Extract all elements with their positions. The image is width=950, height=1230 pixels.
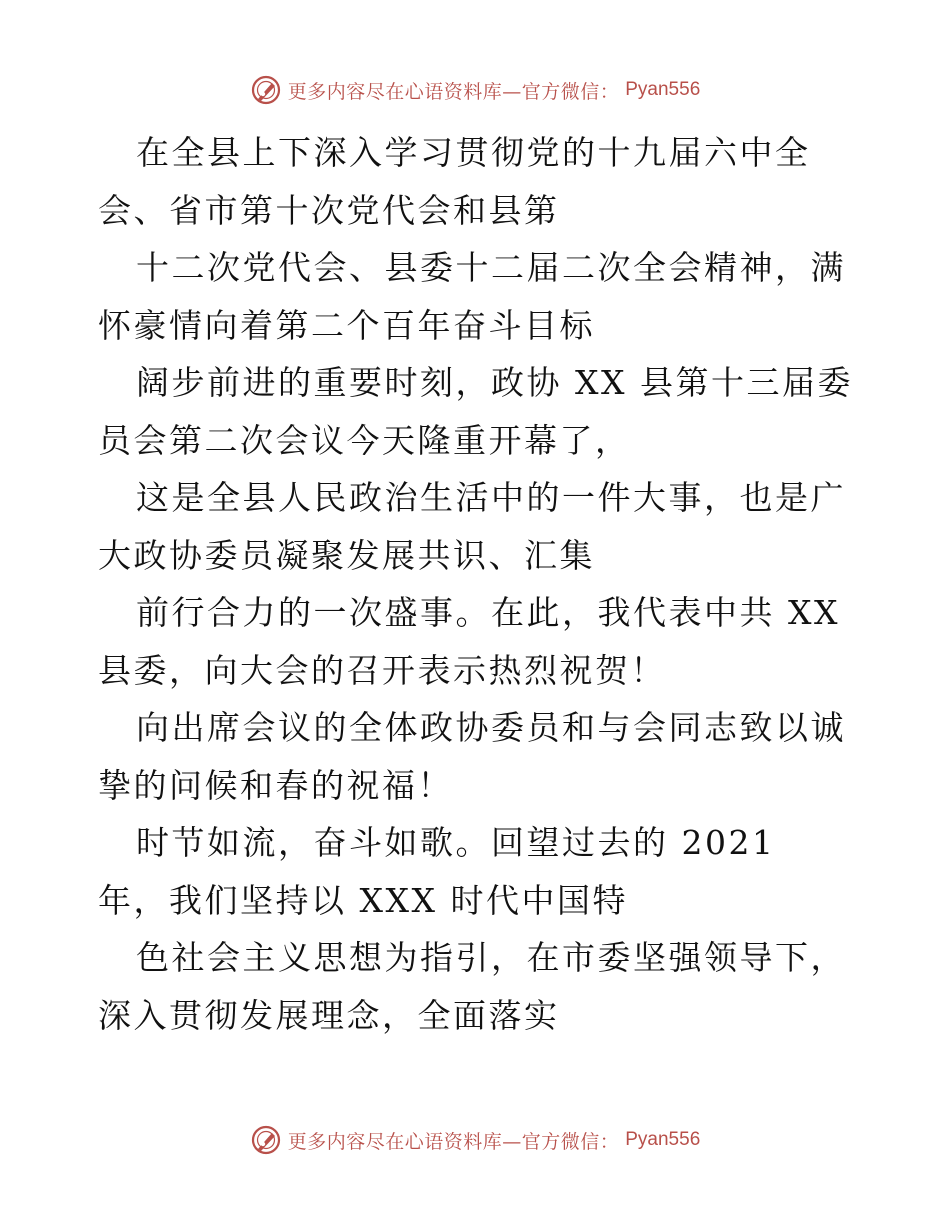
paragraph xyxy=(98,699,858,814)
paragraph-line-2: 委，向大会的召开表示热烈祝贺！ xyxy=(133,650,666,690)
pen-nib-logo-icon xyxy=(250,74,282,106)
paragraph xyxy=(98,469,858,584)
paragraph xyxy=(98,124,858,239)
paragraph-line-2: 会第二次会议今天隆重开幕了， xyxy=(133,420,631,460)
paragraph-line-1: 色社会主义思想为指引，在市委坚强领导下，深 xyxy=(98,938,846,1035)
paragraph-line-2: 们坚持以 XXX 时代中国特 xyxy=(204,880,628,920)
paragraph-line-1: 向出席会议的全体政协委员和与会同志致以诚挚 xyxy=(98,708,846,805)
paragraph xyxy=(98,354,858,469)
paragraph-line-1: 阔步前进的重要时刻，政协 XX 县第十三届委员 xyxy=(98,363,853,460)
document-body xyxy=(98,124,858,1044)
paragraph-line-1: 前行合力的一次盛事。在此，我代表中共 XX 县 xyxy=(98,593,840,690)
paragraph xyxy=(98,239,858,354)
footer-banner-text: 更多内容尽在心语资料库—官方微信： xyxy=(287,1130,620,1153)
footer-watermark-banner xyxy=(0,1120,950,1160)
header-banner-text: 更多内容尽在心语资料库—官方微信： xyxy=(287,80,620,103)
paragraph-line-2: 的问候和春的祝福！ xyxy=(133,765,453,805)
pen-nib-logo-icon xyxy=(250,1124,282,1156)
paragraph-line-1: 这是全县人民政治生活中的一件大事，也是广大 xyxy=(98,478,846,575)
paragraph xyxy=(98,814,858,929)
paragraph-line-1: 十二次党代会、县委十二届二次全会精神，满怀 xyxy=(98,248,846,345)
paragraph-line-2: 豪情向着第二个百年奋斗目标 xyxy=(133,305,595,345)
header-wechat-id: Pyan556 xyxy=(625,79,701,100)
paragraph xyxy=(98,584,858,699)
paragraph-line-2: 省市第十次党代会和县第 xyxy=(169,190,560,230)
paragraph-line-2: 政协委员凝聚发展共识、汇集 xyxy=(133,535,595,575)
header-watermark-banner xyxy=(0,70,950,110)
paragraph xyxy=(98,929,858,1044)
paragraph-line-1: 在全县上下深入学习贯彻党的十九届六中全会、 xyxy=(98,133,811,230)
footer-wechat-id: Pyan556 xyxy=(625,1129,701,1150)
paragraph-line-1: 时节如流，奋斗如歌。回望过去的 2021 年，我 xyxy=(98,823,776,920)
paragraph-line-2: 入贯彻发展理念，全面落实 xyxy=(133,995,560,1035)
